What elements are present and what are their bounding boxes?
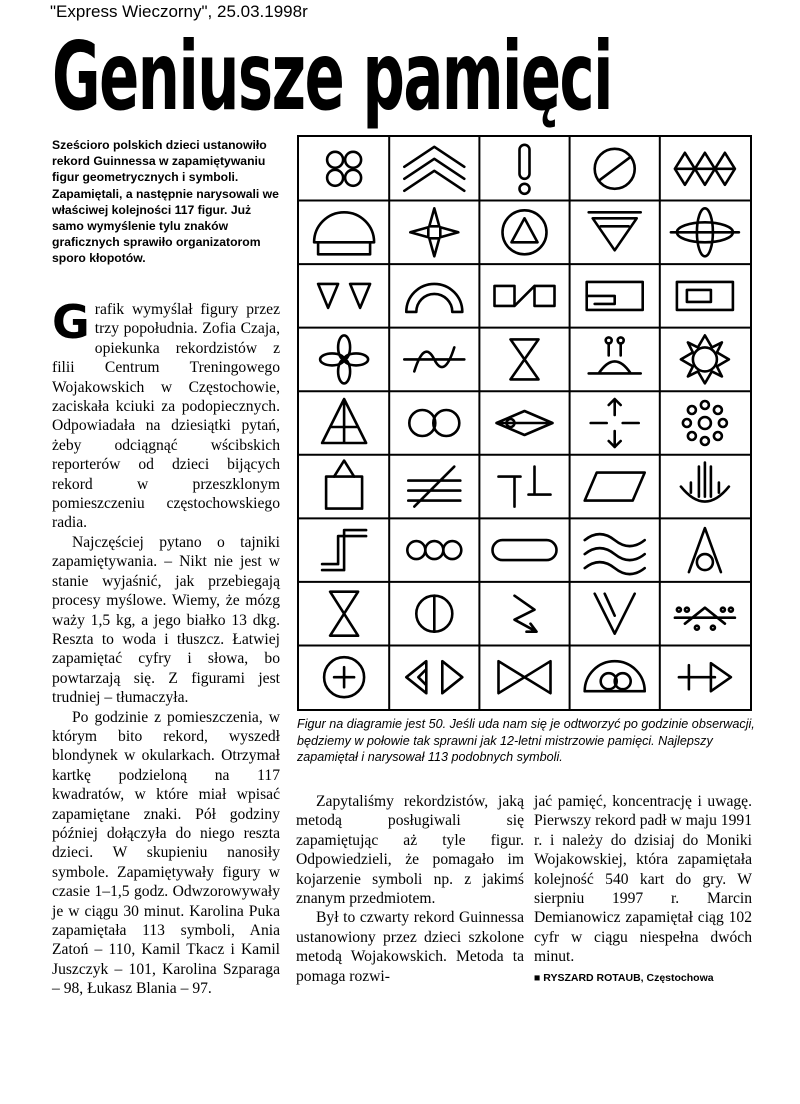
triangle-bars-symbol xyxy=(589,212,641,250)
two-circles-symbol xyxy=(409,410,459,436)
paragraph: Najczęściej pytano o tajniki zapamiętywania. – Nikt nie jest w stanie wyjaśnić, jak przebiegają procesy myślowe. Wiemy, że mózg waży 1,5 kg, a jego białko 13 dkg. Reszta to woda i tłuszcz. Łatwiej zapamiętać cyfry i słowa, bo powtarzają się. Z figurami jest trudniej – tłumaczyła. xyxy=(52,533,280,707)
nested-rectangles-2-symbol xyxy=(677,282,733,310)
wave-line-symbol xyxy=(404,347,464,371)
split-triangle-symbol xyxy=(322,399,366,443)
slashed-circle-symbol xyxy=(595,149,635,189)
arch-symbol xyxy=(406,284,462,312)
headline: Geniusze pamięci xyxy=(52,21,612,132)
symbol-grid-figure xyxy=(297,135,752,711)
antenna-bump-symbol xyxy=(589,337,641,373)
diamond-arrow-symbol xyxy=(497,411,553,435)
paragraph: Był to czwarty rekord Guinnessa ustanowiony przez dzieci szkolone metodą Wojakowskich. Metoda ta pomaga rozwi- xyxy=(296,909,524,985)
crossed-lines-symbol xyxy=(408,467,460,507)
bowtie-symbol xyxy=(499,661,551,693)
circle-triangle-symbol xyxy=(503,210,547,254)
dotted-line-wedge-symbol xyxy=(675,608,735,630)
interlocking-t-symbol xyxy=(499,467,551,507)
two-triangles-symbol xyxy=(318,284,370,308)
dome-circles-symbol xyxy=(585,661,645,691)
four-arrows-symbol xyxy=(591,399,639,447)
hourglass-2-symbol xyxy=(330,592,358,636)
byline: ■ RYSZARD ROTAUB, Częstochowa xyxy=(534,971,714,984)
four-circles-symbol xyxy=(327,152,361,186)
double-chevron-symbol xyxy=(404,147,464,191)
cross-triangle-symbol xyxy=(679,663,731,691)
drop-cap: G xyxy=(52,295,90,349)
paragraph: jać pamięć, koncentrację i uwagę. Pierwszy rekord padł w maju 1991 r. i należy do dzisiaj do Moniki Wojakowskiej, która zapamiętała kolejność 540 kart do gry. W sierpniu 1997 r. Marcin Demianowicz zapamiętał ciąg 102 cyfr w ciągu niespełna dwóch minut. xyxy=(534,793,752,966)
bowtie-triangles-symbol xyxy=(406,661,462,693)
step-symbol xyxy=(322,530,366,570)
source-line: "Express Wieczorny", 25.03.1998r xyxy=(50,2,308,21)
bowl-lines-symbol xyxy=(681,463,729,502)
square-triangle-symbol xyxy=(326,461,362,509)
symbol-grid xyxy=(299,137,750,709)
stadium-symbol xyxy=(493,540,557,560)
ellipses-cross-symbol xyxy=(671,208,739,256)
circle-plus-symbol xyxy=(324,657,364,697)
hourglass-symbol xyxy=(511,339,539,379)
parallelogram-symbol xyxy=(585,473,645,501)
a-circle-symbol xyxy=(689,528,721,572)
waves-symbol xyxy=(585,534,645,574)
open-squares-symbol xyxy=(495,286,555,306)
three-circles-symbol xyxy=(407,541,461,559)
half-circle-symbol xyxy=(416,596,452,632)
open-triangle-symbol xyxy=(595,594,635,634)
nested-rectangles-symbol xyxy=(587,282,643,310)
exclamation-symbol xyxy=(520,145,530,194)
paragraph: Grafik wymyślał figury przez trzy popołudnia. Zofia Czaja, opiekunka rekordzistów z filii Centrum Treningowego Wojakowskich w Częstochowie, zaciskała kciuki za podopiecznych. Odpowiadała na dziesiątki pytań, żeby odciągnąć wścibskich reporterów od dzieci bijących rekord w przeszklonym pomieszczeniu częstochowskiego radia. xyxy=(52,295,280,532)
four-loops-symbol xyxy=(320,335,368,383)
column-1 xyxy=(52,295,280,999)
zigzag-arrow-symbol xyxy=(515,596,537,632)
cross-wedges-symbol xyxy=(410,208,458,256)
lead-paragraph: Sześcioro polskich dzieci ustanowiło rekord Guinnessa w zapamiętywaniu figur geometrycznych i symboli. Zapamiętali, a następnie narysowali we właściwej kolejności 117 figur. Już samo wymyślenie tylu znaków graficznych sprawiło organizatorom sporo kłopotów. xyxy=(52,138,279,266)
figure-caption: Figur na diagramie jest 50. Jeśli uda nam się je odtworzyć po godzinie obserwacji, będziemy w połowie tak sprawni jak 12-letni mistrzowie pamięci. Najlepszy zapamiętał i narysował 113 podobnych symboli. xyxy=(297,717,755,764)
paragraph: Po godzinie z pomieszczenia, w którym bito rekord, wyszedł blondynek w okularkach. Otrzymał kartkę podzieloną na 117 kwadratów, w które miał wpisać zapamiętane znaki. Pół godziny później dołączyła do niego reszta dzieci. W skupieniu nanosiły symbole. Zapamiętywały figury w czasie 1–1,5 godz. Odwzorowywały je w ciągu 30 minut. Karolina Puka zapamiętała 113 symboli, Ania Zatoń – 110, Kamil Tkacz i Kamil Juszczyk – 101, Karolina Szparaga – 98, Łukasz Blania – 97. xyxy=(52,708,280,998)
flower-dots-symbol xyxy=(683,401,727,445)
octagram-circle-symbol xyxy=(681,335,729,383)
column-2 xyxy=(296,792,524,986)
semicircle-box-symbol xyxy=(314,212,374,254)
paragraph: Zapytaliśmy rekordzistów, jaką metodą posługiwali się zapamiętując aż tyle figur. Odpowiedzieli, że pomagało im kojarzenie symboli np. z jakimś znanym przedmiotem. xyxy=(296,793,524,908)
triangles-diamond-symbol xyxy=(675,153,735,185)
column-3 xyxy=(534,792,752,988)
